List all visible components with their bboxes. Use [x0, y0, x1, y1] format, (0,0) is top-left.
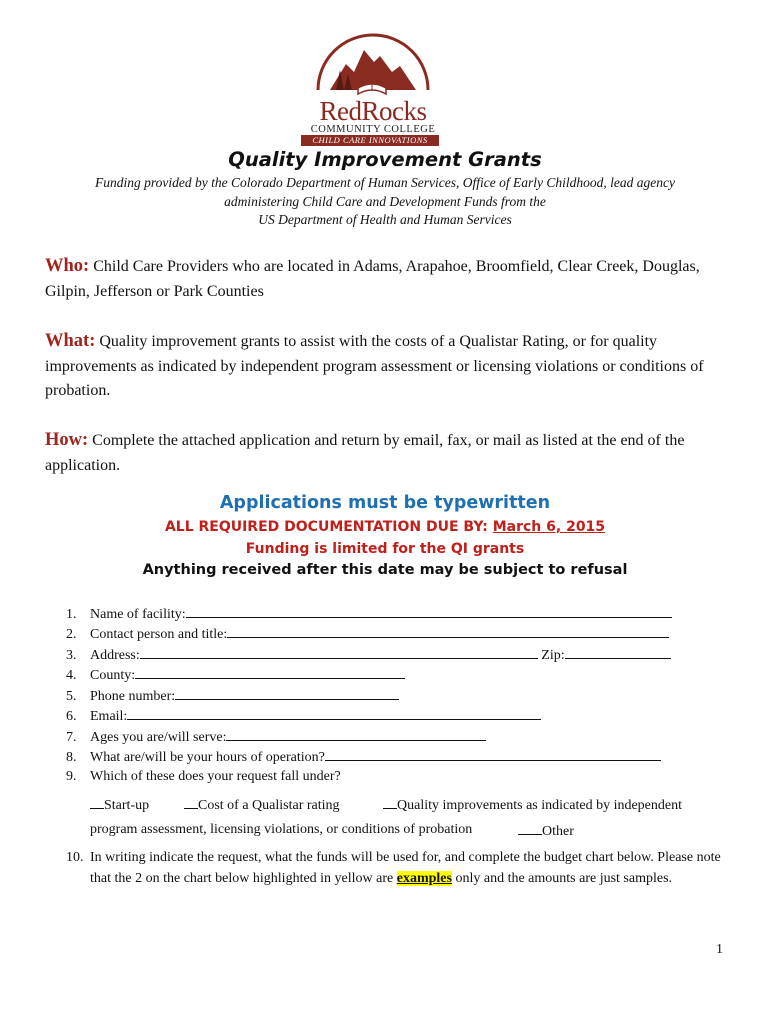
what-label: What:	[45, 331, 96, 351]
question-email	[66, 706, 541, 726]
due-date-notice	[0, 519, 770, 535]
who-label: Who:	[45, 256, 90, 276]
ages-field[interactable]	[226, 727, 486, 741]
question-number: 6.	[66, 709, 77, 724]
question-text	[90, 848, 726, 889]
phone-field[interactable]	[175, 686, 399, 700]
question-facility-name	[66, 604, 672, 624]
question-number: 7.	[66, 730, 77, 745]
funding-line: US Department of Health and Human Services	[258, 212, 512, 227]
question-number: 3.	[66, 648, 77, 663]
what-section	[45, 329, 735, 404]
option-label: Start-up	[104, 798, 150, 813]
question-number: 10.	[66, 850, 84, 865]
question-county	[66, 665, 405, 685]
page-number: 1	[716, 942, 723, 957]
typewritten-notice: Applications must be typewritten	[219, 493, 551, 513]
how-section	[45, 428, 735, 478]
red-rocks-logo	[300, 28, 446, 146]
question-contact-person	[66, 624, 669, 644]
page-title: Quality Improvement Grants	[228, 148, 542, 171]
option-checkbox-blank[interactable]	[184, 795, 198, 809]
question-label: Which of these does your request fall under?	[90, 769, 341, 784]
option-checkbox-blank[interactable]	[518, 821, 542, 835]
q10-text-after: only and the amounts are just samples.	[451, 870, 673, 886]
address-field[interactable]	[140, 645, 538, 659]
question-label: Address:	[90, 648, 140, 663]
question-ages	[66, 727, 486, 747]
question-request-type	[66, 768, 341, 786]
how-text: Complete the attached application and return by email, fax, or mail as listed at the end of the application.	[45, 432, 685, 474]
question-label: County:	[90, 668, 136, 683]
option-label: program assessment, licensing violations, or conditions of probation	[90, 822, 473, 837]
option-quality-improvements-cont	[90, 821, 472, 839]
examples-highlight: examples	[396, 870, 452, 886]
option-checkbox-blank[interactable]	[383, 795, 397, 809]
option-label: Quality improvements as indicated by independent	[397, 798, 682, 813]
refusal-notice: Anything received after this date may be subject to refusal	[142, 562, 628, 578]
question-label: What are/will be your hours of operation?	[90, 750, 325, 765]
option-quality-improvements[interactable]	[383, 795, 682, 815]
funding-line: administering Child Care and Development Funds from the	[224, 193, 546, 209]
option-checkbox-blank[interactable]	[90, 795, 104, 809]
question-written-request	[66, 848, 726, 889]
funding-statement	[40, 174, 730, 230]
question-hours	[66, 747, 661, 767]
logo-college: COMMUNITY COLLEGE	[310, 124, 436, 135]
logo-program-band: CHILD CARE INNOVATIONS	[301, 135, 439, 146]
question-number: 4.	[66, 668, 77, 683]
question-number: 2.	[66, 627, 77, 642]
question-number: 9.	[66, 769, 77, 784]
contact-person-field[interactable]	[227, 624, 669, 638]
zip-field[interactable]	[565, 645, 671, 659]
q10-text-before: In writing indicate the request, what the funds will be used for, and complete the budget chart below. Please note that the 2 on the chart below highlighted in yellow are	[90, 850, 721, 886]
question-label: Email:	[90, 709, 128, 724]
question-label: Ages you are/will serve:	[90, 730, 227, 745]
question-phone	[66, 686, 399, 706]
question-label: Contact person and title:	[90, 627, 228, 642]
question-number: 8.	[66, 750, 77, 765]
question-number: 5.	[66, 689, 77, 704]
option-other[interactable]	[518, 821, 574, 841]
funding-limited-notice: Funding is limited for the QI grants	[245, 541, 525, 557]
email-field[interactable]	[127, 706, 541, 720]
what-text: Quality improvement grants to assist with the costs of a Qualistar Rating, or for quality improvements as indicated by independent program assessment or licensing violations or conditions of probation.	[45, 333, 704, 399]
logo-name: RedRocks	[319, 96, 427, 126]
county-field[interactable]	[135, 665, 405, 679]
question-label: Phone number:	[90, 689, 176, 704]
who-text: Child Care Providers who are located in Adams, Arapahoe, Broomfield, Clear Creek, Douglas, Gilpin, Jefferson or Park Counties	[45, 258, 700, 300]
option-startup[interactable]	[90, 795, 149, 815]
option-label: Other	[542, 824, 574, 839]
question-label: Name of facility:	[90, 607, 186, 622]
question-number: 1.	[66, 607, 77, 622]
hours-field[interactable]	[325, 747, 661, 761]
who-section	[45, 254, 735, 304]
option-label: Cost of a Qualistar rating	[198, 798, 340, 813]
due-label: ALL REQUIRED DOCUMENTATION DUE BY:	[164, 519, 488, 535]
question-address	[66, 645, 671, 665]
facility-name-field[interactable]	[186, 604, 672, 618]
due-date: March 6, 2015	[492, 519, 606, 535]
funding-line: Funding provided by the Colorado Department of Human Services, Office of Early Childhood, lead agency	[95, 175, 675, 190]
zip-label: Zip:	[541, 648, 565, 663]
option-qualistar[interactable]	[184, 795, 340, 815]
how-label: How:	[45, 430, 89, 450]
